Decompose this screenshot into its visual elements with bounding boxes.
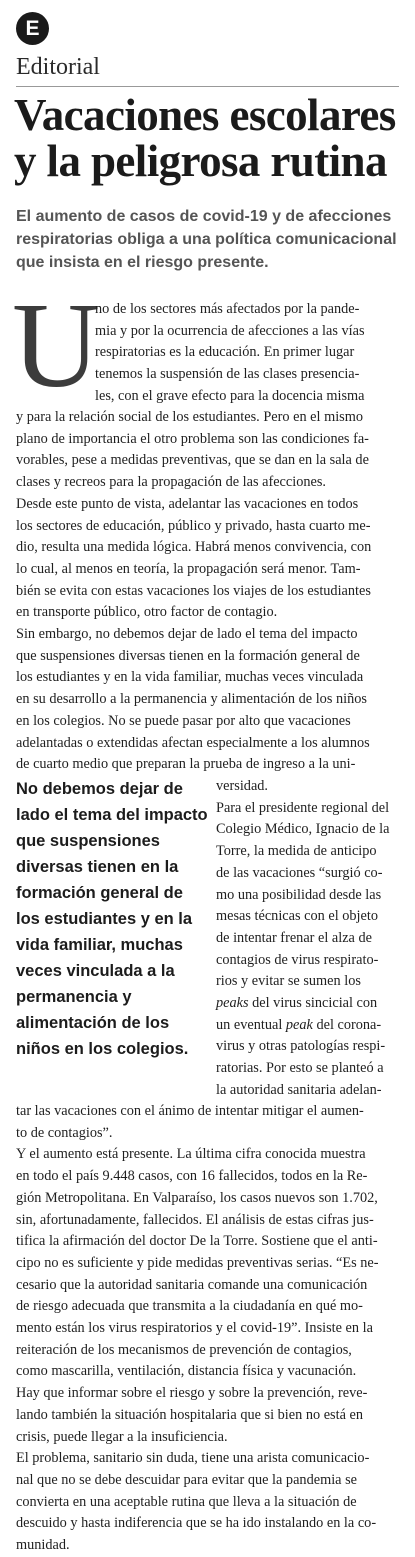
body-line: de cuarto medio que preparan la prueba de ingreso a la uni- [16, 756, 356, 773]
headline-line: y la peligrosa rutina [14, 136, 387, 186]
body-line: no de los sectores más afectados por la pande- [95, 301, 360, 317]
body-line: rios y evitar se sumen los [216, 973, 361, 990]
body-line: reiteración de los mecanismos de prevención de contagios, [16, 1341, 352, 1358]
body-text-closing [16, 1101, 406, 1557]
pull-quote-line: los estudiantes y en la [16, 910, 193, 928]
pull-quote-line: No debemos dejar de [16, 780, 183, 798]
pull-quote-line: lado el tema del impacto [16, 806, 208, 824]
body-line: de intentar frenar el alza de [216, 929, 372, 946]
body-line: les, con el grave efecto para la docencia misma [95, 387, 365, 404]
body-line: en transporte público, otro factor de contagio. [16, 604, 278, 621]
body-line: en su desarrollo a la permanencia y alimentación de los niños [16, 691, 367, 708]
body-line: bién se evita con estas vacaciones los viajes de los estudiantes [16, 582, 371, 599]
body-line: lo cual, al menos en teoría, la propagación será menor. Tam- [16, 560, 361, 577]
body-text-right-column [216, 776, 406, 1102]
body-line: clases y recreos para la propagación de las afecciones. [16, 474, 327, 491]
body-line: Colegio Médico, Ignacio de la [216, 821, 390, 838]
body-line: gión Metropolitana. En Valparaíso, los casos nuevos son 1.702, [16, 1189, 378, 1206]
body-line: los estudiantes y en la vida familiar, muchas veces vinculada [16, 669, 364, 686]
body-line: tenemos la suspensión de las clases presencia- [95, 366, 360, 383]
body-line: descuido y hasta indiferencia que se ha ido instalando en la co- [16, 1515, 377, 1532]
headline [14, 92, 404, 184]
body-line: mo una posibilidad desde las [216, 886, 382, 903]
body-text-main [16, 407, 406, 776]
body-line: mento están los virus respiratorios y el covid-19”. Insiste en la [16, 1320, 373, 1337]
body-line: munidad. [16, 1537, 70, 1554]
body-line: respiratorias es la educación. En primer lugar [95, 344, 355, 361]
pull-quote-line: permanencia y [16, 988, 132, 1006]
body-line: adelantadas o extendidas afectan especialmente a los alumnos [16, 734, 370, 751]
body-line: Hay que informar sobre el riesgo y sobre la prevención, reve- [16, 1385, 368, 1402]
pull-quote-line: vida familiar, muchas [16, 936, 183, 954]
subhead-line: El aumento de casos de covid-19 y de afecciones [16, 208, 392, 225]
body-line: los sectores de educación, público y privado, hasta cuarto me- [16, 517, 371, 534]
body-line: como mascarilla, ventilación, distancia física y vacunación. [16, 1363, 357, 1380]
body-line: en los colegios. No se puede pasar por alto que vacaciones [16, 712, 351, 729]
body-line: versidad. [216, 778, 269, 794]
body-line: Torre, la medida de anticipo [216, 843, 377, 860]
body-line: ratorias. Por esto se planteó a [216, 1060, 384, 1077]
body-line: de riesgo adecuada que transmita a la ciudadanía en qué mo- [16, 1298, 363, 1315]
body-line: El problema, sanitario sin duda, tiene una arista comunicacio- [16, 1450, 370, 1467]
body-line: cesario que la autoridad sanitaria comande una comunicación [16, 1276, 368, 1293]
body-line: sin, afortunadamente, fallecidos. El análisis de estas cifras jus- [16, 1211, 374, 1228]
pull-quote [16, 776, 211, 1062]
pull-quote-line: formación general de [16, 884, 183, 902]
subhead-line: respiratorias obliga a una política comunicacional [16, 231, 397, 248]
body-line: convierta en una aceptable rutina que lleva a la situación de [16, 1493, 357, 1510]
body-line: Y el aumento está presente. La última cifra conocida muestra [16, 1146, 366, 1163]
body-line: nal que no se debe descuidar para evitar que la pandemia se [16, 1471, 357, 1488]
body-line: plano de importancia el otro problema son las condiciones fa- [16, 430, 369, 447]
body-line: cipo no es suficiente y pide medidas preventivas serias. “Es ne- [16, 1254, 379, 1271]
body-line: de las vacaciones “surgió co- [216, 864, 383, 881]
subhead-line: que insista en el riesgo presente. [16, 254, 269, 271]
body-line: la autoridad sanitaria adelan- [216, 1081, 382, 1098]
headline-line: Vacaciones escolares [14, 90, 396, 140]
section-divider [16, 86, 399, 87]
body-line: mia y por la ocurrencia de afecciones a las vías [95, 322, 365, 339]
body-line: Para el presidente regional del [216, 799, 390, 816]
body-line: y para la relación social de los estudiantes. Pero en el mismo [16, 409, 363, 425]
editorial-badge-icon: E [16, 12, 49, 45]
pull-quote-line: niños en los colegios. [16, 1040, 189, 1058]
body-line: virus y otras patologías respi- [216, 1038, 386, 1055]
body-line: crisis, puede llegar a la insuficiencia. [16, 1428, 228, 1445]
pull-quote-line: diversas tienen en la [16, 858, 179, 876]
section-label: Editorial [16, 54, 100, 80]
body-line: Desde este punto de vista, adelantar las vacaciones en todos [16, 495, 359, 512]
intro-paragraph [95, 299, 405, 408]
body-line: vorables, pese a medidas preventivas, que se dan en la sala de [16, 452, 369, 469]
body-line: to de contagios”. [16, 1124, 113, 1141]
body-line: peaks del virus sincicial con [216, 995, 378, 1012]
body-line: que suspensiones diversas tienen en la formación general de [16, 647, 360, 664]
pull-quote-line: que suspensiones [16, 832, 160, 850]
pull-quote-line: veces vinculada a la [16, 962, 175, 980]
body-line: contagios de virus respirato- [216, 951, 379, 968]
pull-quote-line: alimentación de los [16, 1014, 170, 1032]
body-line: mesas técnicas con el objeto [216, 908, 378, 925]
drop-cap: U [12, 278, 101, 413]
subheadline [16, 205, 401, 274]
body-line: tifica la afirmación del doctor De la Torre. Sostiene que el anti- [16, 1233, 378, 1250]
body-line: dio, resulta una medida lógica. Habrá menos convivencia, con [16, 539, 372, 556]
body-line: Sin embargo, no debemos dejar de lado el tema del impacto [16, 626, 358, 643]
body-line: tar las vacaciones con el ánimo de intentar mitigar el aumen- [16, 1103, 364, 1119]
body-line: lando también la situación hospitalaria que si bien no está en [16, 1406, 363, 1423]
body-line: en todo el país 9.448 casos, con 16 fallecidos, todos en la Re- [16, 1168, 368, 1185]
body-line: un eventual peak del corona- [216, 1016, 382, 1033]
